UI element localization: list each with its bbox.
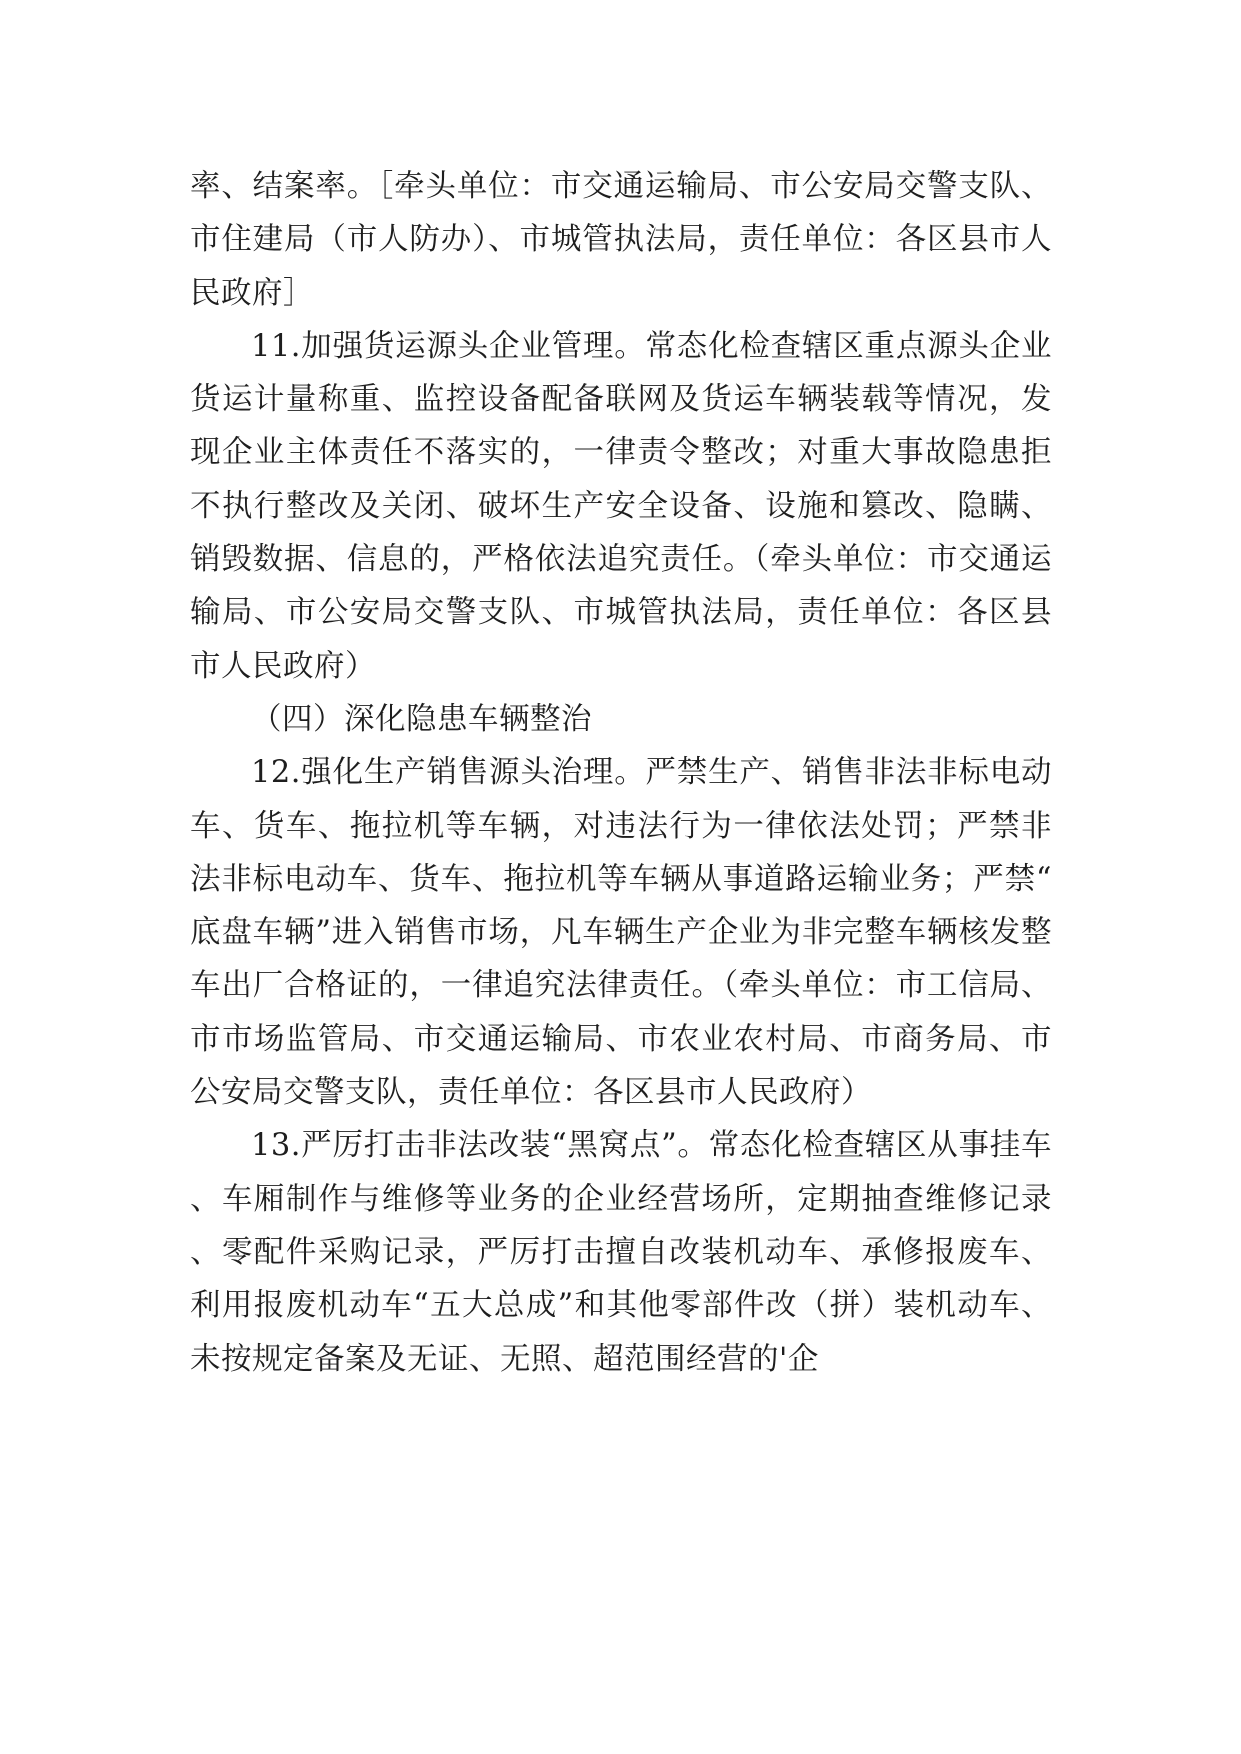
paragraph-item-12: 12.强化生产销售源头治理。严禁生产、销售非法非标电动车、货车、拖拉机等车辆，对违法行为一律依法处罚；严禁非法非标电动车、货车、拖拉机等车辆从事道路运输业务；严禁“底盘车辆”进入销售市场，凡车辆生产企业为非完整车辆核发整车出厂合格证的，一律追究法律责任。（牵头单位：市工信局、市市场监管局、市交通运输局、市农业农村局、市商务局、市公安局交警支队，责任单位：各区县市人民政府）: [190, 755, 1052, 1111]
section-heading: （四）深化隐患车辆整治: [251, 701, 592, 737]
paragraph-item-13: 13.严厉打击非法改装“黑窝点”。常态化检查辖区从事挂车、车厢制作与维修等业务的企业经营场所，定期抽查维修记录、零配件采购记录，严厉打击擅自改装机动车、承修报废车、利用报废机动车“五大总成”和其他零部件改（拼）装机动车、未按规定备案及无证、无照、超范围经营的'企: [190, 1128, 1052, 1377]
paragraph-continuation: 率、结案率。［牵头单位：市交通运输局、市公安局交警支队、市住建局（市人防办）、市城管执法局，责任单位：各区县市人民政府］: [190, 169, 1052, 311]
document-body: [190, 160, 1052, 1386]
paragraph-item-11: 11.加强货运源头企业管理。常态化检查辖区重点源头企业货运计量称重、监控设备配备联网及货运车辆装载等情况，发现企业主体责任不落实的，一律责令整改；对重大事故隐患拒不执行整改及关闭、破坏生产安全设备、设施和篡改、隐瞒、销毁数据、信息的，严格依法追究责任。（牵头单位：市交通运输局、市公安局交警支队、市城管执法局，责任单位：各区县市人民政府）: [190, 328, 1052, 684]
